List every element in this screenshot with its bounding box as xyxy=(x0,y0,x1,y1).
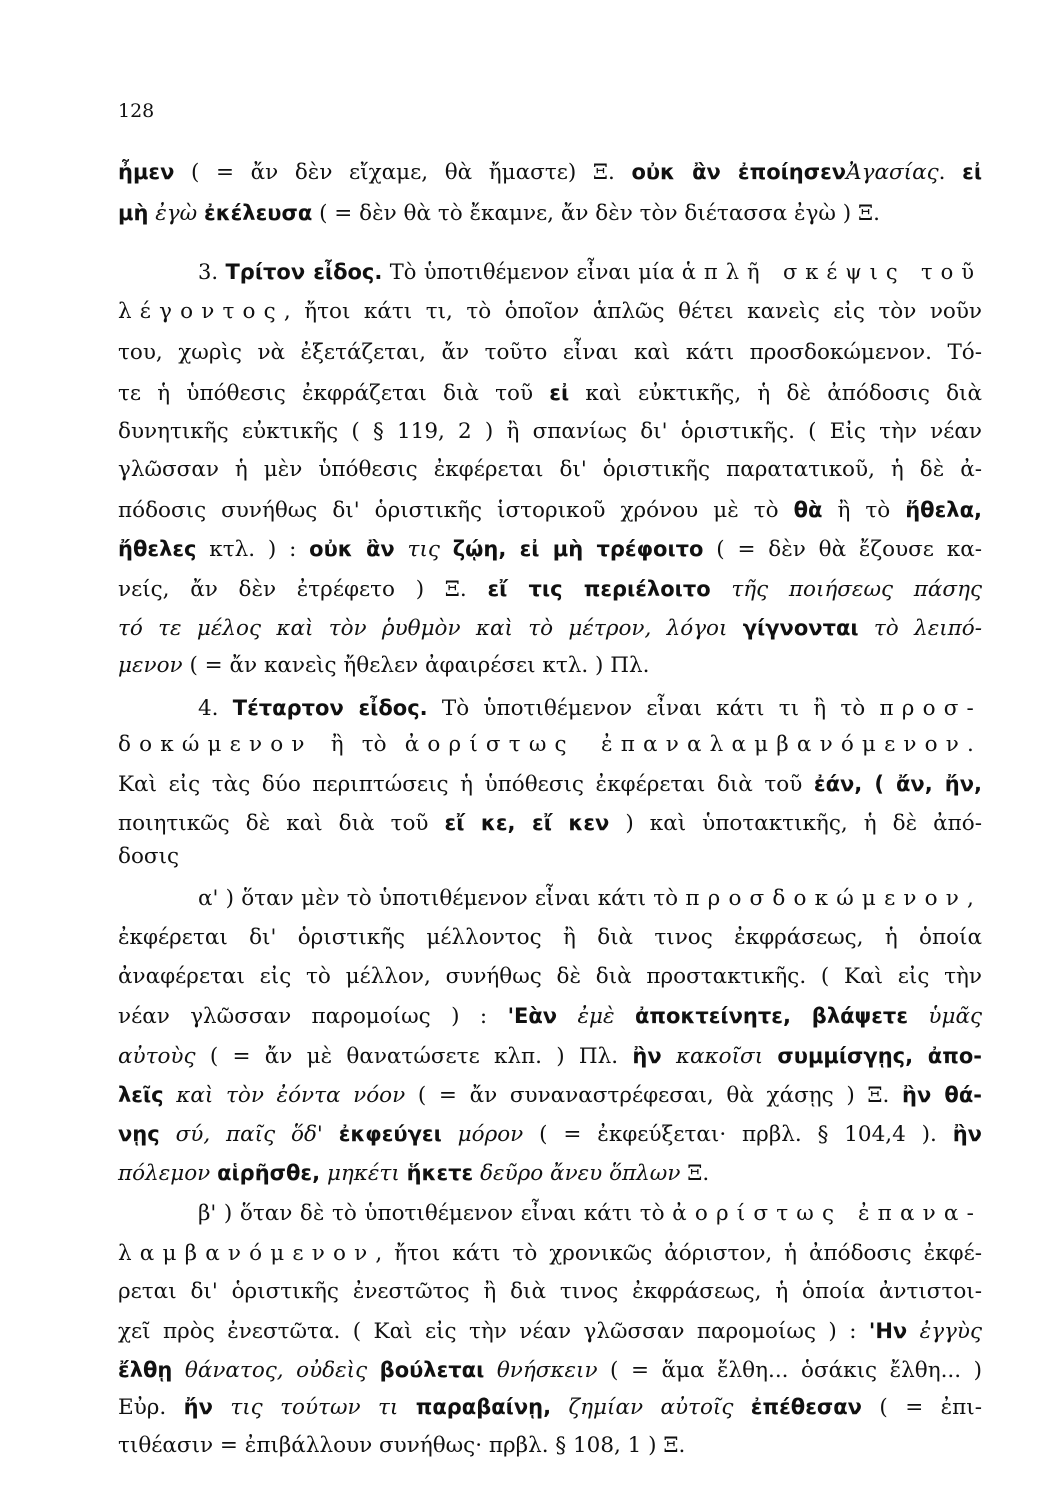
text-run: δοσις xyxy=(118,844,180,869)
bold-term: 'Εὰν xyxy=(507,1004,558,1028)
italic-quote: καὶ τὸν ἐόντα νόον xyxy=(163,1083,406,1108)
bold-term: 'Ην xyxy=(868,1319,908,1343)
italic-quote: σύ, παῖς ὅδ' xyxy=(159,1122,339,1147)
italic-quote: τό τε μέλος καὶ τὸν ῥυθμὸν καὶ τὸ μέτρον, λόγοι xyxy=(118,616,743,641)
text-run: ρεται δι' ὁριστικῆς ἐνεστῶτος ἢ διὰ τινος ἐκφράσεως, ἡ ὁποία ἀντιστοι- xyxy=(118,1279,982,1304)
text-run: ) καὶ ὑποτακτικῆς, ἡ δὲ ἀπό- xyxy=(609,811,982,836)
spaced-emphasis: δοκώμενον xyxy=(118,732,313,757)
text-line xyxy=(118,339,982,367)
bold-term: εἰ xyxy=(549,381,570,405)
text-line xyxy=(198,694,982,723)
spaced-emphasis: προσδοκώμενον, xyxy=(685,886,982,911)
text-run: γλῶσσαν ἡ μὲν ὑπόθεσις ἐκφέρεται δι' ὁριστικῆς παρατατικοῦ, ἡ δὲ ἀ- xyxy=(118,457,982,482)
bold-term: εἴ κε, εἴ κεν xyxy=(444,811,610,835)
text-line xyxy=(118,1278,982,1306)
text-run: , ἤτοι κάτι τὸ χρονικῶς ἀόριστον, ἡ ἀπόδοσις ἐκφέ- xyxy=(375,1241,982,1266)
text-line xyxy=(118,496,982,525)
spaced-emphasis: λέγοντος xyxy=(118,299,284,324)
text-run: χεῖ πρὸς ἐνεστῶτα. ( Καὶ εἰς τὴν νέαν γλῶσσαν παρομοίως ) : xyxy=(118,1319,869,1344)
bold-term: ζῴη, εἰ μὴ τρέφοιτο xyxy=(452,537,704,561)
bold-term: λεῖς xyxy=(118,1083,164,1107)
text-run: νείς, ἄν δὲν ἐτρέφετο ) Ξ. xyxy=(118,577,488,602)
text-line xyxy=(118,809,982,838)
italic-quote: ἐγγὺς xyxy=(907,1319,983,1344)
bold-term: Τέταρτον εἶδος. xyxy=(232,696,428,720)
text-line xyxy=(118,456,982,484)
text-run: ἐκφέρεται δι' ὁριστικῆς μέλλοντος ἢ διὰ τινος ἐκφράσεως, ἡ ὁποία xyxy=(118,925,982,950)
text-run: ( = ἄν συναναστρέφεσαι, θὰ χάσῃς ) Ξ. xyxy=(405,1083,903,1108)
text-line xyxy=(118,731,982,759)
bold-term: θὰ xyxy=(793,498,823,522)
text-line xyxy=(118,1002,982,1031)
bold-term: βούλεται xyxy=(379,1358,485,1382)
italic-quote: μόρον xyxy=(441,1122,524,1147)
text-line xyxy=(118,575,982,604)
text-run: . xyxy=(938,160,963,185)
text-line xyxy=(118,418,982,446)
bold-term: οὐκ ἂν ἐποίησεν xyxy=(631,160,847,184)
text-run: ἢ τὸ xyxy=(312,732,405,757)
text-run: ( = ἄν κανεὶς ἤθελεν ἀφαιρέσει κτλ. ) Πλ. xyxy=(182,653,650,678)
italic-quote: αὐτοὺς xyxy=(118,1044,196,1069)
text-run: ( = ἐπι- xyxy=(861,1395,983,1420)
spaced-emphasis: ἁπλῆ σκέψις τοῦ xyxy=(681,260,983,284)
italic-quote: δεῦρο ἄνευ ὅπλων xyxy=(473,1161,681,1186)
text-line xyxy=(198,258,982,286)
bold-term: συμμίσγῃς, ἀπο- xyxy=(777,1044,982,1068)
text-run: ( = ἄν μὲ θανατώσετε κλπ. ) Πλ. xyxy=(195,1044,633,1069)
text-run: Τὸ ὑποτιθέμενον εἶναι κάτι τι ἢ τὸ xyxy=(427,696,880,721)
text-line xyxy=(118,1432,982,1460)
text-line xyxy=(118,770,982,799)
bold-term: ἐκφεύγει xyxy=(338,1122,442,1146)
italic-quote: θάνατος, οὐδεὶς xyxy=(172,1358,380,1383)
bold-term: ἐκέλευσα xyxy=(204,201,313,225)
spaced-emphasis: προσ- xyxy=(879,696,982,721)
text-run: κτλ. ) : xyxy=(196,537,310,562)
text-line xyxy=(118,963,982,991)
bold-term: ἤν xyxy=(183,1395,213,1419)
italic-quote: μηκέτι xyxy=(320,1161,407,1186)
text-run: ἀναφέρεται εἰς τὸ μέλλον, συνήθως δὲ διὰ προστακτικῆς. ( Καὶ εἰς τὴν xyxy=(118,964,982,989)
bold-term: μὴ xyxy=(118,201,149,225)
italic-quote: ὑμᾶς xyxy=(908,1004,983,1029)
bold-term: ἥκετε xyxy=(406,1161,474,1185)
text-run: ( = ἐκφεύξεται· πρβλ. § 104,4 ). xyxy=(523,1122,953,1147)
text-run: του, χωρὶς νὰ ἐξετάζεται, ἄν τοῦτο εἶναι καὶ κάτι προσδοκώμενον. Τό- xyxy=(118,340,982,365)
italic-quote: ἐγὼ xyxy=(148,201,204,226)
text-line xyxy=(118,158,982,187)
bold-term: ἤθελες xyxy=(118,537,197,561)
text-line xyxy=(118,1393,982,1422)
text-run: νέαν γλῶσσαν παρομοίως ) : xyxy=(118,1004,508,1029)
spaced-emphasis: λαμβανόμενον xyxy=(118,1241,376,1266)
page-number: 128 xyxy=(118,100,155,122)
text-line xyxy=(118,298,982,326)
italic-quote: τῆς ποιήσεως πάσης xyxy=(710,577,982,602)
text-run: , ἤτοι κάτι τι, τὸ ὁποῖον ἁπλῶς θέτει κανεὶς εἰς τὸν νοῦν xyxy=(283,299,982,324)
bold-term: εἴ τις περιέλοιτο xyxy=(487,577,711,601)
bold-term: εἰ xyxy=(962,160,982,184)
bold-term: Τρίτον εἶδος. xyxy=(225,260,383,284)
text-line xyxy=(198,885,982,913)
text-run: ( = ἅμα ἔλθη... ὁσάκις ἔλθη... ) xyxy=(597,1358,982,1383)
bold-term: ἀποκτείνητε, βλάψετε xyxy=(634,1004,909,1028)
text-run: 4. xyxy=(198,696,233,721)
text-run: ( = δὲν θὰ ἔζουσε κα- xyxy=(703,537,982,562)
text-run: 3. xyxy=(198,260,226,284)
spaced-emphasis: ἀορίστως ἐπαναλαμβανόμενον. xyxy=(404,732,982,757)
text-line xyxy=(118,1317,982,1346)
bold-term: ἔλθῃ xyxy=(118,1358,173,1382)
text-line xyxy=(118,924,982,952)
text-run: ( = δὲν θὰ τὸ ἔκαμνε, ἄν δὲν τὸν διέτασσα ἐγὼ ) Ξ. xyxy=(312,201,880,226)
text-run: ( = ἄν δὲν εἴχαμε, θὰ ἤμαστε) Ξ. xyxy=(174,160,632,185)
text-line xyxy=(118,1042,982,1071)
bold-term: ἢν xyxy=(632,1044,662,1068)
text-line xyxy=(118,652,982,680)
text-run: καὶ εὐκτικῆς, ἡ δὲ ἀπόδοσις διὰ xyxy=(569,381,982,406)
text-run: δυνητικῆς εὐκτικῆς ( § 119, 2 ) ἢ σπανίως δι' ὁριστικῆς. ( Εἰς τὴν νέαν xyxy=(118,419,982,444)
bold-term: ἐάν, ( ἄν, ἤν, xyxy=(813,772,983,796)
spaced-emphasis: ἀορίστως ἐπανα- xyxy=(672,1201,983,1226)
text-line xyxy=(118,379,982,408)
text-run: β' ) ὅταν δὲ τὸ ὑποτιθέμενον εἶναι κάτι τὸ xyxy=(198,1201,673,1226)
text-run: τιθέασιν = ἐπιβάλλουν συνήθως· πρβλ. § 108, 1 ) Ξ. xyxy=(118,1433,686,1458)
bold-term: ἢν θά- xyxy=(902,1083,982,1107)
italic-quote: πόλεμον xyxy=(118,1161,218,1186)
bold-term: νῃς xyxy=(118,1122,160,1146)
bold-term: ἦμεν xyxy=(118,160,175,184)
text-run: ἢ τὸ xyxy=(822,498,906,523)
italic-quote: ζημίαν αὐτοῖς xyxy=(551,1395,751,1420)
text-line xyxy=(118,1159,982,1188)
italic-quote: Ἀγασίας xyxy=(846,160,939,185)
bold-term: αἱρῆσθε, xyxy=(217,1161,321,1185)
italic-quote: κακοῖσι xyxy=(661,1044,778,1069)
italic-quote: θνήσκειν xyxy=(484,1358,598,1383)
bold-term: γίγνονται xyxy=(742,616,859,640)
text-run: α' ) ὅταν μὲν τὸ ὑποτιθέμενον εἶναι κάτι τὸ xyxy=(198,886,686,911)
italic-quote: τις τούτων τι xyxy=(212,1395,416,1420)
bold-term: ἤθελα, xyxy=(905,498,982,522)
text-line xyxy=(118,1120,982,1149)
text-line xyxy=(118,535,982,564)
italic-quote: ἐμὲ xyxy=(557,1004,635,1029)
text-line xyxy=(118,199,982,228)
text-line xyxy=(118,843,982,871)
text-run: Ξ. xyxy=(680,1161,710,1186)
text-line xyxy=(118,1240,982,1268)
text-line xyxy=(118,1356,982,1385)
text-line xyxy=(118,1081,982,1110)
italic-quote: τις xyxy=(394,537,453,562)
text-line xyxy=(118,614,982,643)
text-run: τε ἡ ὑπόθεσις ἐκφράζεται διὰ τοῦ xyxy=(118,381,550,406)
italic-quote: τὸ λειπό- xyxy=(858,616,982,641)
bold-term: οὐκ ἂν xyxy=(309,537,395,561)
text-run: Τὸ ὑποτιθέμενον εἶναι μία xyxy=(382,260,682,284)
text-run: Εὐρ. xyxy=(118,1395,184,1420)
text-run: ποιητικῶς δὲ καὶ διὰ τοῦ xyxy=(118,811,445,836)
text-run: πόδοσις συνήθως δι' ὁριστικῆς ἱστορικοῦ χρόνου μὲ τὸ xyxy=(118,498,794,523)
text-line xyxy=(198,1200,982,1228)
bold-term: ἢν xyxy=(952,1122,982,1146)
bold-term: παραβαίνῃ, xyxy=(415,1395,552,1419)
italic-quote: μενον xyxy=(118,653,183,678)
bold-term: ἐπέθεσαν xyxy=(750,1395,862,1419)
text-run: Καὶ εἰς τὰς δύο περιπτώσεις ἡ ὑπόθεσις ἐκφέρεται διὰ τοῦ xyxy=(118,772,814,797)
